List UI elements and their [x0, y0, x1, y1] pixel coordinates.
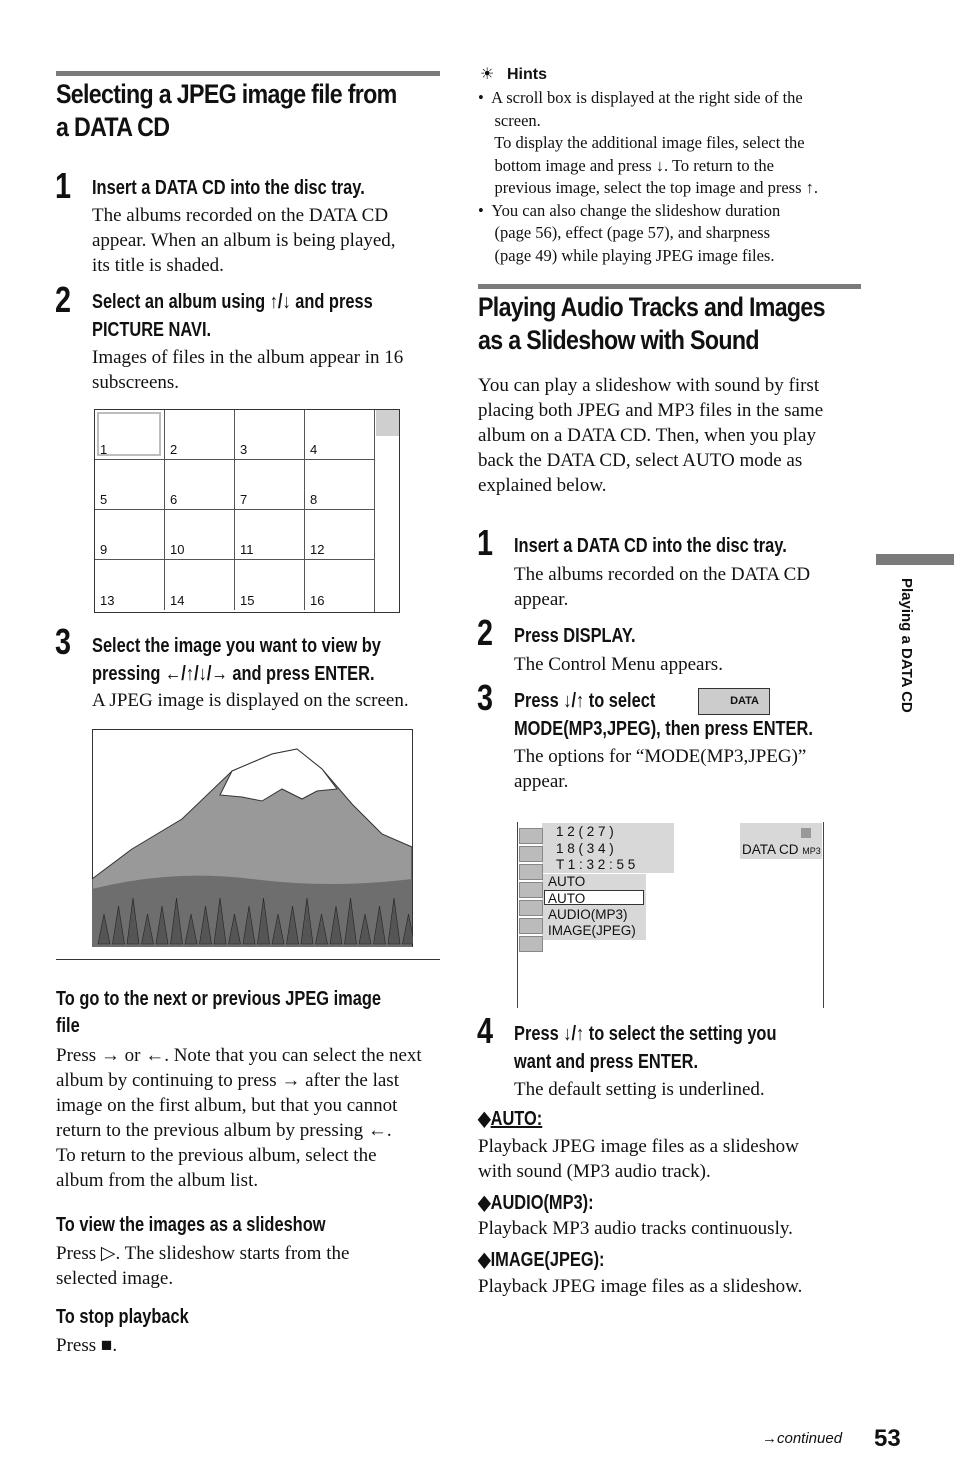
- text-line: image on the first album, but that you cannot: [56, 1095, 398, 1116]
- text-line: file: [56, 1015, 80, 1037]
- subscreen-cell[interactable]: [165, 460, 235, 510]
- text-line: album on a DATA CD. Then, when you play: [478, 425, 816, 446]
- option-description: Playback MP3 audio tracks continuously.: [478, 1218, 793, 1239]
- subscreen-number: 6: [170, 492, 178, 507]
- text-line: MODE(MP3,JPEG), then press ENTER.: [514, 718, 813, 740]
- text-line: pressing ←/↑/↓/→ and press ENTER.: [92, 663, 375, 685]
- paragraph: [56, 1241, 349, 1291]
- subscreen-grid: [94, 409, 400, 613]
- subscreen-cell[interactable]: [165, 560, 235, 610]
- text-line: appear.: [514, 589, 569, 610]
- text-line: return to the previous album by pressing ←.: [56, 1120, 392, 1141]
- hints-list: [478, 87, 818, 267]
- subscreen-number: 13: [100, 593, 115, 608]
- option-heading: ◆AUDIO(MP3):: [478, 1192, 594, 1214]
- step-number: 3: [477, 677, 494, 718]
- text-line: want and press ENTER.: [514, 1051, 699, 1073]
- menu-icon: [519, 936, 543, 952]
- side-tab-label: Playing a DATA CD: [898, 578, 915, 713]
- subscreen-cell[interactable]: [165, 410, 235, 460]
- text-line: The albums recorded on the DATA CD: [92, 205, 389, 226]
- subscreen-number: 16: [310, 593, 325, 608]
- text-line: The albums recorded on the DATA CD: [514, 564, 811, 585]
- hints-heading: Hints: [507, 66, 547, 83]
- text-line: • A scroll box is displayed at the right side of the: [478, 88, 803, 107]
- subscreen-number: 11: [240, 542, 254, 557]
- section-rule: [478, 284, 861, 289]
- text: DATA CD: [742, 842, 799, 857]
- step-number: 1: [55, 165, 72, 206]
- text-line: album from the album list.: [56, 1170, 259, 1191]
- step-number: 1: [477, 522, 494, 563]
- subscreen-cell[interactable]: [235, 410, 305, 460]
- scroll-box: [374, 410, 399, 612]
- menu-icon: [519, 900, 543, 916]
- text-line: (page 56), effect (page 57), and sharpness: [478, 223, 770, 242]
- subscreen-cell[interactable]: [235, 510, 305, 560]
- disc-type: [742, 842, 821, 859]
- text-line: with sound (MP3 audio track).: [478, 1161, 711, 1182]
- subscreen-number: 15: [240, 593, 255, 608]
- time-readout: T 1 : 3 2 : 5 5: [556, 857, 636, 872]
- option-auto[interactable]: AUTO: [544, 890, 644, 905]
- divider: [56, 959, 440, 960]
- step-body: [514, 744, 806, 794]
- step-body: The Control Menu appears.: [514, 654, 723, 675]
- text-line: back the DATA CD, select AUTO mode as: [478, 450, 803, 471]
- subscreen-cell[interactable]: [95, 510, 165, 560]
- section-title: [56, 78, 397, 144]
- section-rule: [56, 71, 440, 76]
- section-title: [478, 291, 825, 357]
- subscreen-number: 8: [310, 492, 318, 507]
- subscreen-number: 4: [310, 442, 318, 457]
- subscreen-cell[interactable]: [95, 560, 165, 610]
- text-line: Press ↓/↑ to select: [514, 690, 656, 712]
- subsection-heading: To stop playback: [56, 1306, 189, 1328]
- step-title: [92, 632, 381, 688]
- paragraph: Press ■.: [56, 1335, 118, 1356]
- option-heading: ◆IMAGE(JPEG):: [478, 1249, 605, 1271]
- text-line: its title is shaded.: [92, 255, 224, 276]
- text-line: Images of files in the album appear in 16: [92, 347, 404, 368]
- subscreen-number: 3: [240, 442, 248, 457]
- continued-note: →continued: [762, 1430, 843, 1447]
- subscreen-cell[interactable]: [305, 560, 375, 610]
- option-audio[interactable]: AUDIO(MP3): [548, 907, 628, 922]
- current-mode: AUTO: [548, 874, 586, 889]
- text-line: Press → or ←. Note that you can select the next: [56, 1045, 422, 1066]
- title-line: Selecting a JPEG image file from: [56, 79, 397, 109]
- step-body: [92, 203, 396, 278]
- text-line: To display the additional image files, select the: [478, 133, 805, 152]
- subscreen-cell[interactable]: [235, 560, 305, 610]
- selection-highlight: [97, 412, 161, 456]
- title-line: as a Slideshow with Sound: [478, 325, 759, 355]
- text-line: The options for “MODE(MP3,JPEG)”: [514, 746, 807, 767]
- subscreen-cell[interactable]: [95, 460, 165, 510]
- text-line: Playback JPEG image files as a slideshow: [478, 1136, 799, 1157]
- text-line: selected image.: [56, 1268, 174, 1289]
- track-count: 1 8 ( 3 4 ): [556, 841, 614, 856]
- step-title: Insert a DATA CD into the disc tray.: [92, 177, 365, 199]
- text-line: album by continuing to press → after the last: [56, 1070, 399, 1091]
- menu-icon: [519, 828, 543, 844]
- step-body: A JPEG image is displayed on the screen.: [92, 690, 409, 711]
- text-line: You can play a slideshow with sound by first: [478, 375, 820, 396]
- paragraph: [478, 373, 823, 498]
- subscreen-number: 12: [310, 542, 325, 557]
- text-line: appear.: [514, 771, 569, 792]
- option-description: Playback JPEG image files as a slideshow.: [478, 1276, 803, 1297]
- subscreen-number: 7: [240, 492, 248, 507]
- menu-icon: [519, 864, 543, 880]
- text-line: • You can also change the slideshow duration: [478, 200, 781, 220]
- text-line: To return to the previous album, select the: [56, 1145, 377, 1166]
- subscreen-cell[interactable]: [305, 460, 375, 510]
- subscreen-number: 2: [170, 442, 178, 457]
- text-line: screen.: [478, 110, 541, 130]
- text: IMAGE(JPEG):: [490, 1249, 605, 1271]
- text-line: subscreens.: [92, 372, 180, 393]
- title-line: Playing Audio Tracks and Images: [478, 292, 825, 322]
- text: AUDIO(MP3):: [490, 1192, 594, 1214]
- icon-label: DATA: [730, 695, 759, 707]
- control-menu-display: [517, 822, 824, 1008]
- data-mode-icon: [698, 688, 770, 715]
- subscreen-number: 1: [100, 442, 108, 457]
- text-line: Press ▷. The slideshow starts from the: [56, 1243, 350, 1264]
- subscreen-number: 9: [100, 542, 108, 557]
- option-heading: ◆AUTO:: [478, 1108, 543, 1130]
- step-title: [514, 1020, 776, 1076]
- text: AUTO:: [490, 1108, 543, 1130]
- subscreen-cell[interactable]: [305, 410, 375, 460]
- album-count: 1 2 ( 2 7 ): [556, 824, 614, 839]
- subscreen-number: 10: [170, 542, 185, 557]
- step-body: The default setting is underlined.: [514, 1079, 765, 1100]
- option-description: [478, 1134, 799, 1184]
- step-title: Press DISPLAY.: [514, 625, 636, 647]
- step-title: [92, 288, 373, 344]
- text: MP3: [802, 846, 821, 856]
- text-line: previous image, select the top image and press ↑.: [478, 178, 818, 197]
- text-line: Select an album using ↑/↓ and press: [92, 291, 373, 313]
- step-number: 2: [55, 279, 72, 320]
- step-title: Insert a DATA CD into the disc tray.: [514, 535, 787, 557]
- text-line: (page 49) while playing JPEG image files.: [478, 245, 775, 265]
- option-image[interactable]: IMAGE(JPEG): [548, 923, 636, 938]
- step-number: 2: [477, 612, 494, 653]
- paragraph: [56, 1043, 422, 1193]
- mountain-illustration: [92, 729, 413, 947]
- subscreen-number: 5: [100, 492, 108, 507]
- scroll-thumb: [376, 410, 399, 436]
- step-number: 4: [477, 1010, 494, 1051]
- menu-icon: [519, 918, 543, 934]
- menu-icon: [519, 882, 543, 898]
- menu-icon: [519, 846, 543, 862]
- stop-indicator: [801, 828, 811, 838]
- subscreen-cell[interactable]: [235, 460, 305, 510]
- text-line: explained below.: [478, 475, 607, 496]
- side-tab-bar: [876, 554, 954, 565]
- page-number: 53: [874, 1425, 901, 1452]
- subscreen-cell[interactable]: [165, 510, 235, 560]
- text-line: Select the image you want to view by: [92, 635, 381, 657]
- subsection-heading: To view the images as a slideshow: [56, 1214, 326, 1236]
- text-line: PICTURE NAVI.: [92, 319, 212, 341]
- text-line: To go to the next or previous JPEG image: [56, 988, 382, 1010]
- step-number: 3: [55, 621, 72, 662]
- subscreen-cell[interactable]: [305, 510, 375, 560]
- subscreen-number: 14: [170, 593, 185, 608]
- hint-icon: ☀: [480, 64, 495, 83]
- step-body: [92, 345, 403, 395]
- text-line: bottom image and press ↓. To return to the: [478, 155, 774, 175]
- subsection-heading: [56, 986, 381, 1040]
- text-line: appear. When an album is being played,: [92, 230, 396, 251]
- title-line: a DATA CD: [56, 112, 170, 142]
- text-line: Press ↓/↑ to select the setting you: [514, 1023, 777, 1045]
- text-line: placing both JPEG and MP3 files in the same: [478, 400, 824, 421]
- text: continued: [777, 1430, 843, 1447]
- step-body: [514, 562, 810, 612]
